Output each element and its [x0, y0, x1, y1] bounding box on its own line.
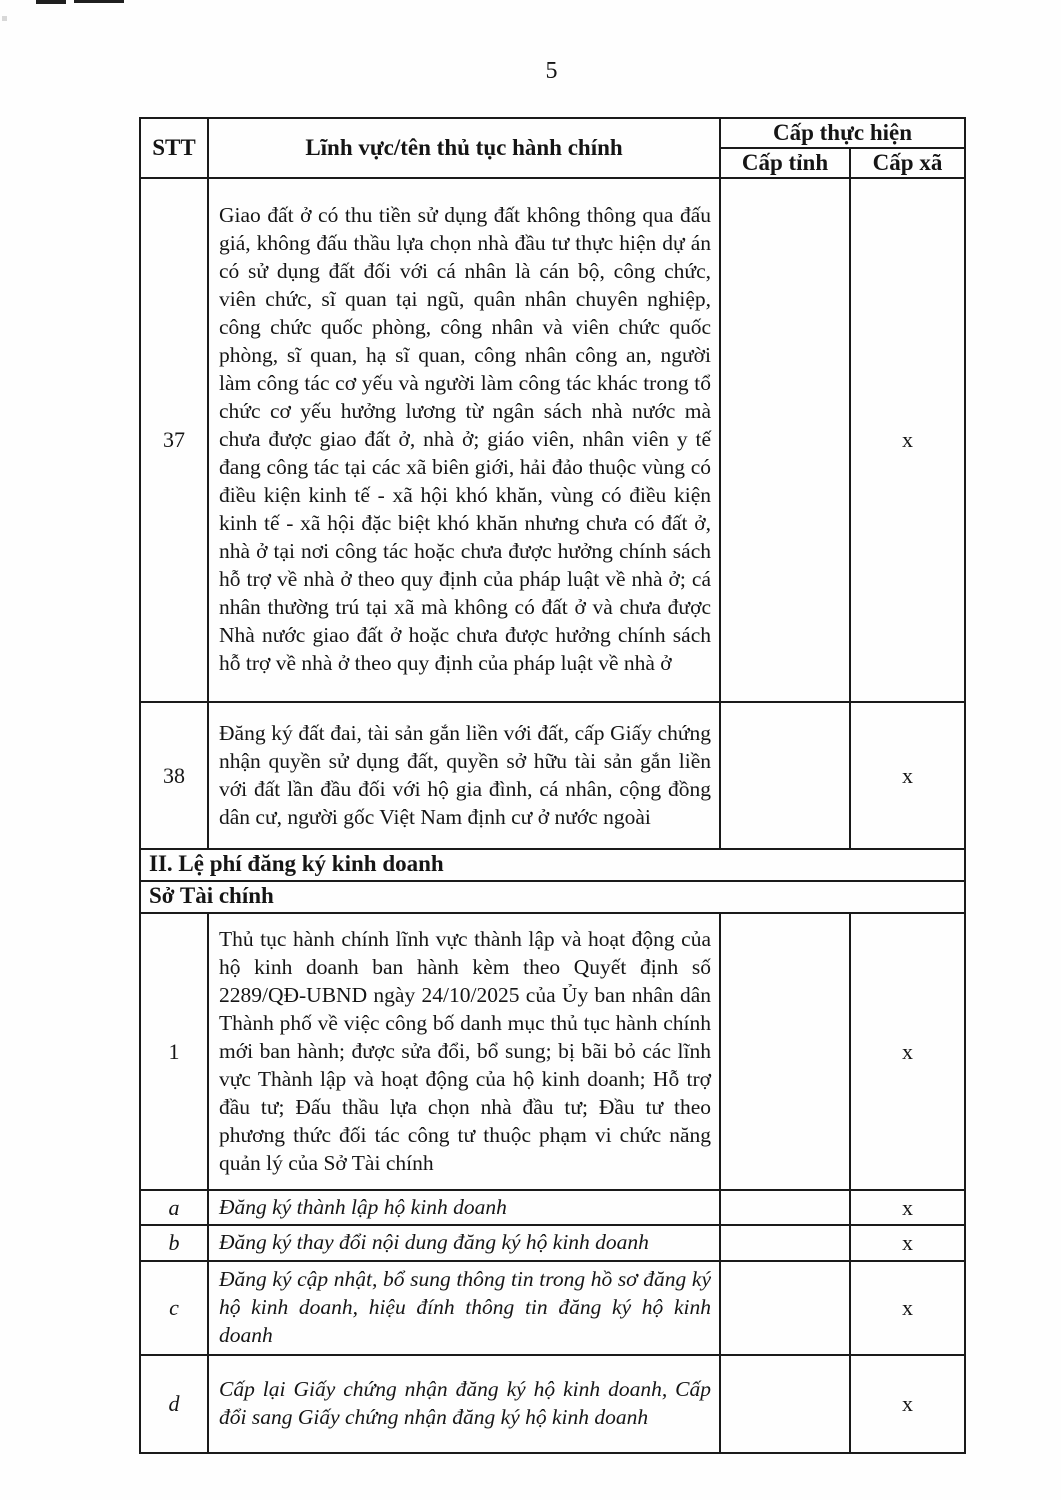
procedures-table — [139, 117, 966, 1454]
cap-xa-mark: x — [850, 1261, 965, 1355]
procedure-cell: Giao đất ở có thu tiền sử dụng đất không thông qua đấu giá, không đấu thầu lựa chọn nhà đầu tư thực hiện dự án có sử dụng đất đối với cá nhân là cán bộ, công chức, viên chức, sĩ quan tại ngũ, quân nhân chuyên nghiệp, công chức quốc phòng, công nhân và viên chức quốc phòng, sĩ quan, hạ sĩ quan, công nhân công an, người làm công tác cơ yếu và người làm công tác khác trong tổ chức cơ yếu hưởng lương từ ngân sách nhà nước mà chưa được giao đất ở, nhà ở; giáo viên, nhân viên y tế đang công tác tại các xã biên giới, hải đảo thuộc vùng có điều kiện kinh tế - xã hội khó khăn, vùng có điều kiện kinh tế - xã hội đặc biệt khó khăn nhưng chưa có đất ở, nhà ở tại nơi công tác hoặc chưa được hưởng chính sách hỗ trợ về nhà ở theo quy định của pháp luật về nhà ở; cá nhân thường trú tại xã mà không có đất ở và chưa được Nhà nước giao đất ở hoặc chưa được hưởng chính sách hỗ trợ về nhà ở theo quy định của pháp luật về nhà ở — [208, 178, 720, 702]
cap-xa-mark: x — [850, 178, 965, 702]
cap-tinh-mark — [720, 913, 850, 1190]
stt-cell: 38 — [140, 702, 208, 849]
table-row-38 — [140, 702, 965, 849]
scan-artifact — [36, 0, 66, 4]
cap-xa-mark: x — [850, 702, 965, 849]
cap-tinh-mark — [720, 1261, 850, 1355]
procedure-cell: Đăng ký đất đai, tài sản gắn liền với đất, cấp Giấy chứng nhận quyền sử dụng đất, quyền sở hữu tài sản gắn liền với đất lần đầu đối với hộ gia đình, cá nhân, cộng đồng dân cư, người gốc Việt Nam định cư ở nước ngoài — [208, 702, 720, 849]
table-row-1 — [140, 913, 965, 1190]
cap-xa-mark: x — [850, 1355, 965, 1453]
col-header-linh-vuc: Lĩnh vực/tên thủ tục hành chính — [208, 118, 720, 178]
table-row-37 — [140, 178, 965, 702]
table-header — [140, 118, 965, 178]
stt-cell: d — [140, 1355, 208, 1453]
section-title: II. Lệ phí đăng ký kinh doanh — [140, 849, 965, 881]
table-row-b — [140, 1225, 965, 1261]
stt-cell: 1 — [140, 913, 208, 1190]
stt-cell: c — [140, 1261, 208, 1355]
stt-cell: a — [140, 1190, 208, 1225]
stt-cell: b — [140, 1225, 208, 1261]
col-header-cap-xa: Cấp xã — [850, 148, 965, 178]
cap-xa-mark: x — [850, 1190, 965, 1225]
cap-tinh-mark — [720, 1355, 850, 1453]
cap-tinh-mark — [720, 702, 850, 849]
cap-tinh-mark — [720, 1190, 850, 1225]
cap-xa-mark: x — [850, 1225, 965, 1261]
procedure-cell: Đăng ký thành lập hộ kinh doanh — [208, 1190, 720, 1225]
scan-artifact — [74, 0, 124, 3]
procedure-cell: Cấp lại Giấy chứng nhận đăng ký hộ kinh doanh, Cấp đổi sang Giấy chứng nhận đăng ký hộ kinh doanh — [208, 1355, 720, 1453]
section-row-le-phi-dang-ky-kinh-doanh — [140, 849, 965, 881]
col-header-cap-tinh: Cấp tỉnh — [720, 148, 850, 178]
stt-cell: 37 — [140, 178, 208, 702]
table-row-d — [140, 1355, 965, 1453]
header-row-1 — [140, 118, 965, 148]
cap-tinh-mark — [720, 178, 850, 702]
col-header-cap-thuc-hien: Cấp thực hiện — [720, 118, 965, 148]
table-row-a — [140, 1190, 965, 1225]
procedure-cell: Đăng ký cập nhật, bổ sung thông tin trong hồ sơ đăng ký hộ kinh doanh, hiệu đính thông tin đăng ký hộ kinh doanh — [208, 1261, 720, 1355]
cap-xa-mark: x — [850, 913, 965, 1190]
page-number: 5 — [545, 58, 558, 84]
cap-tinh-mark — [720, 1225, 850, 1261]
table-row-c — [140, 1261, 965, 1355]
section-row-so-tai-chinh — [140, 881, 965, 913]
section-title: Sở Tài chính — [140, 881, 965, 913]
procedure-cell: Đăng ký thay đổi nội dung đăng ký hộ kinh doanh — [208, 1225, 720, 1261]
procedure-cell: Thủ tục hành chính lĩnh vực thành lập và hoạt động của hộ kinh doanh ban hành kèm theo Quyết định số 2289/QĐ-UBND ngày 24/10/2025 của Ủy ban nhân dân Thành phố về việc công bố danh mục thủ tục hành chính mới ban hành; được sửa đổi, bổ sung; bị bãi bỏ các lĩnh vực Thành lập và hoạt động của hộ kinh doanh; Hỗ trợ đầu tư; Đấu thầu lựa chọn nhà đầu tư; Đầu tư theo phương thức đối tác công tư thuộc phạm vi chức năng quản lý của Sở Tài chính — [208, 913, 720, 1190]
scan-artifact — [2, 16, 7, 21]
col-header-stt: STT — [140, 118, 208, 178]
